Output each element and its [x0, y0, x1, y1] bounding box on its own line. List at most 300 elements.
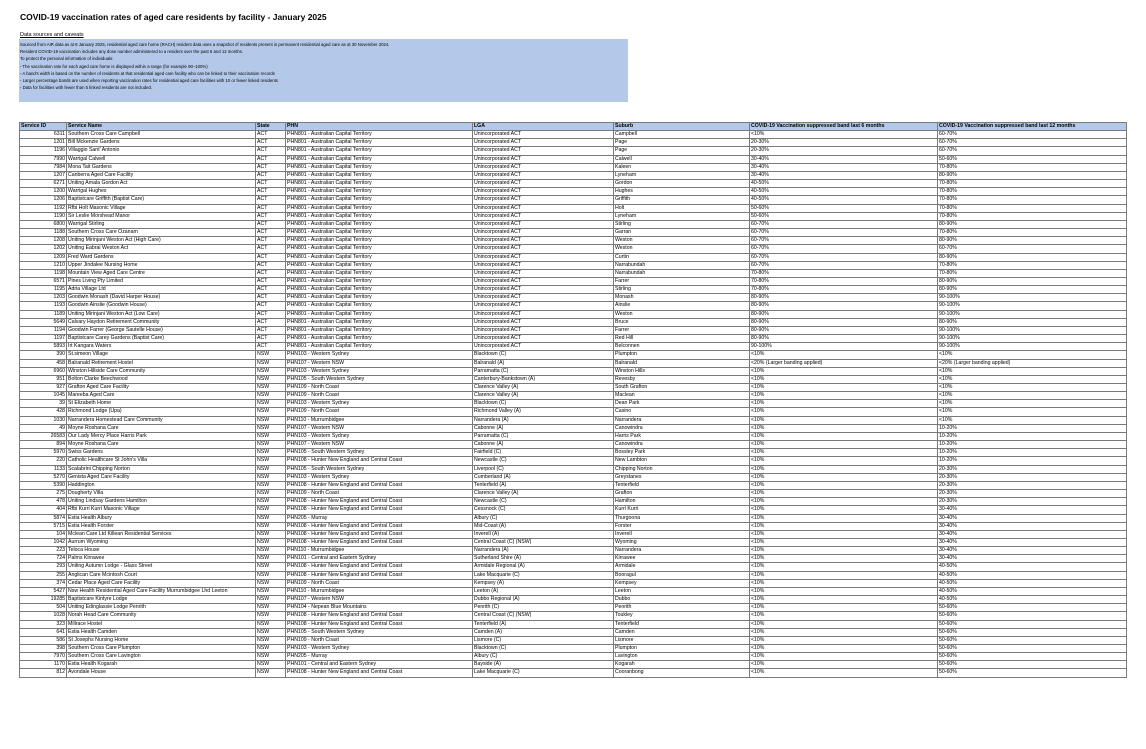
- cell-phn[interactable]: PHN801 - Australian Capital Territory: [286, 131, 473, 139]
- cell-service-name[interactable]: Mona Tait Gardens: [67, 163, 256, 171]
- cell-phn[interactable]: PHN801 - Australian Capital Territory: [286, 171, 473, 179]
- cell-phn[interactable]: PHN801 - Australian Capital Territory: [286, 147, 473, 155]
- cell-band-12-months[interactable]: 10-20%: [938, 441, 1127, 449]
- cell-band-12-months[interactable]: 70-80%: [938, 196, 1127, 204]
- cell-band-12-months[interactable]: 50-60%: [938, 661, 1127, 669]
- cell-service-name[interactable]: Scalabrini Chipping Norton: [67, 465, 256, 473]
- cell-suburb[interactable]: Tenterfield: [614, 481, 750, 489]
- cell-band-12-months[interactable]: 30-40%: [938, 530, 1127, 538]
- cell-lga[interactable]: Liverpool (C): [473, 465, 614, 473]
- cell-state[interactable]: ACT: [256, 277, 286, 285]
- cell-band-6-months[interactable]: <10%: [750, 579, 938, 587]
- cell-service-name[interactable]: Uniting Eabrai Weston Act: [67, 245, 256, 253]
- cell-service-id[interactable]: 5649: [20, 318, 67, 326]
- cell-band-12-months[interactable]: 30-40%: [938, 506, 1127, 514]
- cell-suburb[interactable]: Forster: [614, 522, 750, 530]
- cell-suburb[interactable]: New Lambton: [614, 457, 750, 465]
- cell-band-6-months[interactable]: <10%: [750, 375, 938, 383]
- cell-service-id[interactable]: 1189: [20, 310, 67, 318]
- cell-suburb[interactable]: Curtin: [614, 253, 750, 261]
- cell-state[interactable]: ACT: [256, 269, 286, 277]
- cell-lga[interactable]: Sutherland Shire (A): [473, 555, 614, 563]
- cell-lga[interactable]: Unincorporated ACT: [473, 131, 614, 139]
- cell-band-6-months[interactable]: 30-40%: [750, 155, 938, 163]
- cell-phn[interactable]: PHN103 - Western Sydney: [286, 432, 473, 440]
- cell-suburb[interactable]: Harris Park: [614, 432, 750, 440]
- cell-band-12-months[interactable]: <10%: [938, 400, 1127, 408]
- cell-service-id[interactable]: 5970: [20, 449, 67, 457]
- cell-service-name[interactable]: Aurrum Wyoming: [67, 538, 256, 546]
- cell-band-6-months[interactable]: <10%: [750, 563, 938, 571]
- cell-state[interactable]: NSW: [256, 620, 286, 628]
- cell-state[interactable]: NSW: [256, 506, 286, 514]
- cell-service-name[interactable]: Mountain View Aged Care Centre: [67, 269, 256, 277]
- cell-band-12-months[interactable]: 30-40%: [938, 514, 1127, 522]
- cell-state[interactable]: NSW: [256, 432, 286, 440]
- cell-state[interactable]: ACT: [256, 335, 286, 343]
- cell-phn[interactable]: PHN205 - Murray: [286, 514, 473, 522]
- cell-suburb[interactable]: Wyoming: [614, 538, 750, 546]
- cell-service-name[interactable]: Upper Jindalee Nursing Home: [67, 261, 256, 269]
- cell-service-name[interactable]: Narrandera Homestead Care Community: [67, 416, 256, 424]
- cell-state[interactable]: ACT: [256, 253, 286, 261]
- cell-state[interactable]: NSW: [256, 351, 286, 359]
- cell-lga[interactable]: Narrandera (A): [473, 416, 614, 424]
- cell-service-name[interactable]: Adria Village Ltd: [67, 286, 256, 294]
- cell-phn[interactable]: PHN105 - South Western Sydney: [286, 628, 473, 636]
- cell-state[interactable]: NSW: [256, 416, 286, 424]
- cell-phn[interactable]: PHN103 - Western Sydney: [286, 645, 473, 653]
- cell-service-id[interactable]: 104: [20, 530, 67, 538]
- cell-service-id[interactable]: 26583: [20, 432, 67, 440]
- cell-lga[interactable]: Canterbury-Bankstown (A): [473, 375, 614, 383]
- cell-band-6-months[interactable]: <10%: [750, 400, 938, 408]
- cell-service-id[interactable]: 19285: [20, 596, 67, 604]
- cell-phn[interactable]: PHN801 - Australian Capital Territory: [286, 335, 473, 343]
- cell-phn[interactable]: PHN108 - Hunter New England and Central Coast: [286, 563, 473, 571]
- cell-state[interactable]: NSW: [256, 555, 286, 563]
- cell-lga[interactable]: Clarence Valley (A): [473, 392, 614, 400]
- cell-service-id[interactable]: 1133: [20, 465, 67, 473]
- cell-band-12-months[interactable]: 30-40%: [938, 547, 1127, 555]
- cell-service-name[interactable]: Goodwin Monash (David Harper House): [67, 294, 256, 302]
- cell-band-6-months[interactable]: <10%: [750, 131, 938, 139]
- cell-state[interactable]: ACT: [256, 220, 286, 228]
- cell-suburb[interactable]: Weston: [614, 237, 750, 245]
- cell-lga[interactable]: Cumberland (A): [473, 473, 614, 481]
- cell-service-id[interactable]: 7970: [20, 653, 67, 661]
- cell-lga[interactable]: Albury (C): [473, 514, 614, 522]
- cell-suburb[interactable]: Page: [614, 147, 750, 155]
- cell-lga[interactable]: Unincorporated ACT: [473, 310, 614, 318]
- cell-band-6-months[interactable]: <10%: [750, 596, 938, 604]
- cell-service-id[interactable]: 1207: [20, 171, 67, 179]
- cell-band-6-months[interactable]: <10%: [750, 408, 938, 416]
- cell-service-id[interactable]: 927: [20, 384, 67, 392]
- cell-phn[interactable]: PHN105 - South Western Sydney: [286, 465, 473, 473]
- cell-service-id[interactable]: 275: [20, 490, 67, 498]
- cell-state[interactable]: NSW: [256, 375, 286, 383]
- cell-phn[interactable]: PHN108 - Hunter New England and Central Coast: [286, 620, 473, 628]
- cell-suburb[interactable]: Cooranbong: [614, 669, 750, 677]
- cell-phn[interactable]: PHN103 - Western Sydney: [286, 473, 473, 481]
- cell-service-name[interactable]: Richmond Lodge (Upa): [67, 408, 256, 416]
- cell-service-name[interactable]: Moyne Roshana Care: [67, 441, 256, 449]
- cell-band-12-months[interactable]: 60-70%: [938, 139, 1127, 147]
- cell-service-name[interactable]: Villaggio Sant' Antonio: [67, 147, 256, 155]
- cell-state[interactable]: NSW: [256, 392, 286, 400]
- cell-band-12-months[interactable]: 80-90%: [938, 318, 1127, 326]
- cell-suburb[interactable]: Stirling: [614, 286, 750, 294]
- cell-band-6-months[interactable]: 60-70%: [750, 229, 938, 237]
- cell-service-name[interactable]: Goodwin Ainslie (Goodwin House): [67, 302, 256, 310]
- cell-lga[interactable]: Unincorporated ACT: [473, 261, 614, 269]
- cell-suburb[interactable]: Lavington: [614, 653, 750, 661]
- cell-state[interactable]: NSW: [256, 457, 286, 465]
- cell-band-12-months[interactable]: 50-60%: [938, 669, 1127, 677]
- cell-service-name[interactable]: Estia Health Kogarah: [67, 661, 256, 669]
- cell-state[interactable]: ACT: [256, 310, 286, 318]
- cell-service-name[interactable]: Estia Health Forster: [67, 522, 256, 530]
- cell-suburb[interactable]: Leeton: [614, 587, 750, 595]
- cell-suburb[interactable]: Lyneham: [614, 171, 750, 179]
- cell-phn[interactable]: PHN108 - Hunter New England and Central Coast: [286, 522, 473, 530]
- cell-service-id[interactable]: 6571: [20, 277, 67, 285]
- cell-phn[interactable]: PHN101 - Central and Eastern Sydney: [286, 661, 473, 669]
- cell-suburb[interactable]: Lyneham: [614, 212, 750, 220]
- cell-band-6-months[interactable]: <10%: [750, 498, 938, 506]
- cell-service-name[interactable]: Dougherty Villa: [67, 490, 256, 498]
- cell-state[interactable]: ACT: [256, 188, 286, 196]
- cell-phn[interactable]: PHN801 - Australian Capital Territory: [286, 204, 473, 212]
- cell-suburb[interactable]: Grafton: [614, 490, 750, 498]
- cell-lga[interactable]: Unincorporated ACT: [473, 155, 614, 163]
- cell-suburb[interactable]: Red Hill: [614, 335, 750, 343]
- cell-lga[interactable]: Unincorporated ACT: [473, 212, 614, 220]
- cell-lga[interactable]: Unincorporated ACT: [473, 188, 614, 196]
- cell-lga[interactable]: Central Coast (C) (NSW): [473, 538, 614, 546]
- cell-suburb[interactable]: Griffith: [614, 196, 750, 204]
- cell-phn[interactable]: PHN107 - Western NSW: [286, 441, 473, 449]
- cell-phn[interactable]: PHN801 - Australian Capital Territory: [286, 229, 473, 237]
- cell-band-6-months[interactable]: <10%: [750, 555, 938, 563]
- cell-band-12-months[interactable]: 60-70%: [938, 131, 1127, 139]
- cell-lga[interactable]: Unincorporated ACT: [473, 277, 614, 285]
- cell-suburb[interactable]: Weston: [614, 245, 750, 253]
- cell-band-12-months[interactable]: 70-80%: [938, 269, 1127, 277]
- cell-service-id[interactable]: 220: [20, 457, 67, 465]
- cell-lga[interactable]: Unincorporated ACT: [473, 343, 614, 351]
- cell-state[interactable]: NSW: [256, 530, 286, 538]
- cell-service-id[interactable]: 1201: [20, 139, 67, 147]
- cell-service-id[interactable]: 1208: [20, 237, 67, 245]
- cell-phn[interactable]: PHN801 - Australian Capital Territory: [286, 163, 473, 171]
- cell-band-12-months[interactable]: 70-80%: [938, 180, 1127, 188]
- cell-service-name[interactable]: Fred Ward Gardens: [67, 253, 256, 261]
- cell-band-12-months[interactable]: <10%: [938, 384, 1127, 392]
- cell-phn[interactable]: PHN103 - Western Sydney: [286, 400, 473, 408]
- cell-lga[interactable]: Tenterfield (A): [473, 481, 614, 489]
- cell-band-6-months[interactable]: 80-90%: [750, 318, 938, 326]
- cell-suburb[interactable]: Kempsey: [614, 579, 750, 587]
- cell-lga[interactable]: Blacktown (C): [473, 351, 614, 359]
- cell-service-name[interactable]: Sir Leslie Morshead Manor: [67, 212, 256, 220]
- cell-band-12-months[interactable]: 70-80%: [938, 229, 1127, 237]
- cell-band-6-months[interactable]: 70-80%: [750, 269, 938, 277]
- cell-suburb[interactable]: Narrabundah: [614, 261, 750, 269]
- cell-band-6-months[interactable]: <10%: [750, 449, 938, 457]
- cell-state[interactable]: ACT: [256, 318, 286, 326]
- cell-state[interactable]: ACT: [256, 163, 286, 171]
- cell-band-6-months[interactable]: 80-90%: [750, 294, 938, 302]
- cell-state[interactable]: NSW: [256, 408, 286, 416]
- cell-band-6-months[interactable]: 40-50%: [750, 180, 938, 188]
- cell-lga[interactable]: Newcastle (C): [473, 457, 614, 465]
- cell-phn[interactable]: PHN801 - Australian Capital Territory: [286, 302, 473, 310]
- cell-service-name[interactable]: Uniting Autumn Lodge - Glass Street: [67, 563, 256, 571]
- cell-service-id[interactable]: 951: [20, 375, 67, 383]
- cell-suburb[interactable]: Garran: [614, 229, 750, 237]
- cell-band-12-months[interactable]: 50-60%: [938, 604, 1127, 612]
- cell-band-6-months[interactable]: <10%: [750, 416, 938, 424]
- cell-suburb[interactable]: Plumpton: [614, 645, 750, 653]
- cell-service-id[interactable]: 1200: [20, 188, 67, 196]
- cell-suburb[interactable]: Calwell: [614, 155, 750, 163]
- cell-phn[interactable]: PHN801 - Australian Capital Territory: [286, 261, 473, 269]
- cell-band-6-months[interactable]: 60-70%: [750, 220, 938, 228]
- cell-band-12-months[interactable]: 90-100%: [938, 294, 1127, 302]
- col-header-state[interactable]: State: [256, 123, 286, 131]
- cell-service-name[interactable]: Balranald Retirement Hostel: [67, 359, 256, 367]
- cell-phn[interactable]: PHN801 - Australian Capital Territory: [286, 253, 473, 261]
- cell-state[interactable]: NSW: [256, 424, 286, 432]
- cell-lga[interactable]: Mid-Coast (A): [473, 522, 614, 530]
- cell-band-12-months[interactable]: 90-100%: [938, 326, 1127, 334]
- cell-service-name[interactable]: Grafton Aged Care Facility: [67, 384, 256, 392]
- cell-service-name[interactable]: St Elizabeth Home: [67, 400, 256, 408]
- cell-band-6-months[interactable]: 90-100%: [750, 343, 938, 351]
- cell-state[interactable]: NSW: [256, 604, 286, 612]
- cell-band-6-months[interactable]: 60-70%: [750, 237, 938, 245]
- cell-phn[interactable]: PHN801 - Australian Capital Territory: [286, 286, 473, 294]
- cell-band-12-months[interactable]: 20-30%: [938, 481, 1127, 489]
- cell-service-name[interactable]: Uniting Edinglassie Lodge Penrith: [67, 604, 256, 612]
- cell-band-6-months[interactable]: <10%: [750, 645, 938, 653]
- cell-state[interactable]: ACT: [256, 139, 286, 147]
- cell-suburb[interactable]: Plumpton: [614, 351, 750, 359]
- cell-phn[interactable]: PHN801 - Australian Capital Territory: [286, 277, 473, 285]
- cell-band-6-months[interactable]: 80-90%: [750, 326, 938, 334]
- cell-phn[interactable]: PHN103 - Western Sydney: [286, 351, 473, 359]
- cell-phn[interactable]: PHN104 - Nepean Blue Mountains: [286, 604, 473, 612]
- cell-lga[interactable]: Unincorporated ACT: [473, 294, 614, 302]
- cell-service-name[interactable]: Our Lady Mercy Place Harris Park: [67, 432, 256, 440]
- cell-service-id[interactable]: 1210: [20, 261, 67, 269]
- cell-band-6-months[interactable]: 60-70%: [750, 253, 938, 261]
- cell-service-id[interactable]: 1192: [20, 204, 67, 212]
- cell-band-12-months[interactable]: 40-50%: [938, 563, 1127, 571]
- cell-service-id[interactable]: 390: [20, 351, 67, 359]
- cell-band-12-months[interactable]: 90-100%: [938, 335, 1127, 343]
- cell-band-6-months[interactable]: <10%: [750, 612, 938, 620]
- cell-lga[interactable]: Lake Macquarie (C): [473, 669, 614, 677]
- cell-state[interactable]: NSW: [256, 645, 286, 653]
- cell-state[interactable]: ACT: [256, 229, 286, 237]
- cell-state[interactable]: ACT: [256, 196, 286, 204]
- cell-phn[interactable]: PHN110 - Murrumbidgee: [286, 547, 473, 555]
- cell-lga[interactable]: Unincorporated ACT: [473, 318, 614, 326]
- cell-state[interactable]: ACT: [256, 212, 286, 220]
- cell-lga[interactable]: Lismore (C): [473, 636, 614, 644]
- cell-band-12-months[interactable]: 10-20%: [938, 424, 1127, 432]
- cell-phn[interactable]: PHN108 - Hunter New England and Central Coast: [286, 481, 473, 489]
- cell-suburb[interactable]: Dean Park: [614, 400, 750, 408]
- cell-service-name[interactable]: Southern Cross Care Campbell: [67, 131, 256, 139]
- cell-state[interactable]: NSW: [256, 498, 286, 506]
- cell-band-6-months[interactable]: <10%: [750, 669, 938, 677]
- cell-service-id[interactable]: 374: [20, 579, 67, 587]
- cell-suburb[interactable]: Hamilton: [614, 498, 750, 506]
- cell-phn[interactable]: PHN107 - Western NSW: [286, 424, 473, 432]
- cell-band-6-months[interactable]: <10%: [750, 473, 938, 481]
- cell-lga[interactable]: Unincorporated ACT: [473, 229, 614, 237]
- cell-phn[interactable]: PHN109 - North Coast: [286, 636, 473, 644]
- cell-service-name[interactable]: Mclean Care Ltd Killean Residential Services: [67, 530, 256, 538]
- cell-phn[interactable]: PHN801 - Australian Capital Territory: [286, 245, 473, 253]
- cell-phn[interactable]: PHN801 - Australian Capital Territory: [286, 188, 473, 196]
- cell-suburb[interactable]: Weston: [614, 310, 750, 318]
- cell-lga[interactable]: Parramatta (C): [473, 432, 614, 440]
- cell-band-6-months[interactable]: <10%: [750, 506, 938, 514]
- cell-lga[interactable]: Kempsey (A): [473, 579, 614, 587]
- cell-band-12-months[interactable]: 40-50%: [938, 579, 1127, 587]
- cell-band-6-months[interactable]: 70-80%: [750, 277, 938, 285]
- cell-service-id[interactable]: 1195: [20, 286, 67, 294]
- cell-lga[interactable]: Unincorporated ACT: [473, 180, 614, 188]
- cell-band-6-months[interactable]: <10%: [750, 490, 938, 498]
- cell-service-id[interactable]: 1194: [20, 326, 67, 334]
- cell-band-6-months[interactable]: 60-70%: [750, 245, 938, 253]
- cell-service-name[interactable]: Goodwin Farrer (George Sautelle House): [67, 326, 256, 334]
- cell-phn[interactable]: PHN108 - Hunter New England and Central Coast: [286, 571, 473, 579]
- cell-band-12-months[interactable]: 40-50%: [938, 596, 1127, 604]
- cell-band-12-months[interactable]: 30-40%: [938, 555, 1127, 563]
- cell-lga[interactable]: Penrith (C): [473, 604, 614, 612]
- cell-service-name[interactable]: Avondale House: [67, 669, 256, 677]
- cell-service-id[interactable]: 1030: [20, 416, 67, 424]
- cell-band-6-months[interactable]: 80-90%: [750, 310, 938, 318]
- cell-phn[interactable]: PHN801 - Australian Capital Territory: [286, 220, 473, 228]
- cell-phn[interactable]: PHN103 - Western Sydney: [286, 367, 473, 375]
- cell-service-id[interactable]: 1045: [20, 392, 67, 400]
- cell-phn[interactable]: PHN109 - North Coast: [286, 392, 473, 400]
- cell-service-name[interactable]: Teloca House: [67, 547, 256, 555]
- cell-band-6-months[interactable]: 30-40%: [750, 163, 938, 171]
- cell-lga[interactable]: Clarence Valley (A): [473, 384, 614, 392]
- cell-band-12-months[interactable]: 80-90%: [938, 171, 1127, 179]
- cell-state[interactable]: ACT: [256, 261, 286, 269]
- cell-band-12-months[interactable]: 70-80%: [938, 163, 1127, 171]
- cell-service-id[interactable]: 6311: [20, 131, 67, 139]
- cell-lga[interactable]: Unincorporated ACT: [473, 286, 614, 294]
- cell-service-id[interactable]: 1198: [20, 269, 67, 277]
- cell-service-id[interactable]: 1028: [20, 612, 67, 620]
- cell-band-12-months[interactable]: 50-60%: [938, 645, 1127, 653]
- cell-service-id[interactable]: 5874: [20, 514, 67, 522]
- cell-service-id[interactable]: 504: [20, 604, 67, 612]
- cell-band-6-months[interactable]: <10%: [750, 571, 938, 579]
- cell-service-name[interactable]: Calvary Haydon Retirement Community: [67, 318, 256, 326]
- cell-suburb[interactable]: Penrith: [614, 604, 750, 612]
- cell-suburb[interactable]: Belconnen: [614, 343, 750, 351]
- cell-band-12-months[interactable]: 80-90%: [938, 286, 1127, 294]
- cell-state[interactable]: NSW: [256, 587, 286, 595]
- cell-suburb[interactable]: Balranald: [614, 359, 750, 367]
- cell-phn[interactable]: PHN801 - Australian Capital Territory: [286, 139, 473, 147]
- cell-state[interactable]: ACT: [256, 343, 286, 351]
- cell-lga[interactable]: Fairfield (C): [473, 449, 614, 457]
- cell-phn[interactable]: PHN801 - Australian Capital Territory: [286, 343, 473, 351]
- cell-state[interactable]: NSW: [256, 473, 286, 481]
- cell-service-id[interactable]: 1190: [20, 212, 67, 220]
- cell-state[interactable]: NSW: [256, 522, 286, 530]
- cell-state[interactable]: ACT: [256, 237, 286, 245]
- cell-service-id[interactable]: 458: [20, 359, 67, 367]
- cell-phn[interactable]: PHN105 - South Western Sydney: [286, 375, 473, 383]
- cell-state[interactable]: NSW: [256, 563, 286, 571]
- cell-suburb[interactable]: Holt: [614, 204, 750, 212]
- cell-lga[interactable]: Narrandera (A): [473, 547, 614, 555]
- cell-lga[interactable]: Unincorporated ACT: [473, 269, 614, 277]
- cell-service-name[interactable]: Catholic Healthcare St John's Villa: [67, 457, 256, 465]
- cell-suburb[interactable]: Kirrawee: [614, 555, 750, 563]
- cell-band-6-months[interactable]: <10%: [750, 351, 938, 359]
- cell-service-id[interactable]: 1202: [20, 245, 67, 253]
- cell-state[interactable]: ACT: [256, 326, 286, 334]
- cell-service-name[interactable]: Haddington: [67, 481, 256, 489]
- cell-band-12-months[interactable]: 70-80%: [938, 261, 1127, 269]
- cell-band-6-months[interactable]: <20% (Larger banding applied): [750, 359, 938, 367]
- cell-band-12-months[interactable]: <10%: [938, 408, 1127, 416]
- cell-band-12-months[interactable]: 20-30%: [938, 490, 1127, 498]
- cell-suburb[interactable]: Page: [614, 139, 750, 147]
- cell-phn[interactable]: PHN109 - North Coast: [286, 490, 473, 498]
- cell-lga[interactable]: Unincorporated ACT: [473, 147, 614, 155]
- cell-band-12-months[interactable]: 70-80%: [938, 204, 1127, 212]
- cell-state[interactable]: NSW: [256, 628, 286, 636]
- cell-state[interactable]: NSW: [256, 490, 286, 498]
- cell-band-6-months[interactable]: <10%: [750, 392, 938, 400]
- cell-service-id[interactable]: 49: [20, 424, 67, 432]
- cell-band-12-months[interactable]: 20-30%: [938, 473, 1127, 481]
- cell-suburb[interactable]: Thurgoona: [614, 514, 750, 522]
- col-header-band-6-months[interactable]: COVID-19 Vaccination suppressed band last 6 months: [750, 123, 938, 131]
- cell-service-id[interactable]: 1206: [20, 196, 67, 204]
- cell-service-name[interactable]: Nsw Health Residential Aged Care Facility Murrumbidgee Lhd Leeton: [67, 587, 256, 595]
- cell-lga[interactable]: Clarence Valley (A): [473, 490, 614, 498]
- cell-band-12-months[interactable]: <10%: [938, 375, 1127, 383]
- cell-band-12-months[interactable]: 50-60%: [938, 636, 1127, 644]
- cell-band-6-months[interactable]: 60-70%: [750, 261, 938, 269]
- cell-service-name[interactable]: Canberra Aged Care Facility: [67, 171, 256, 179]
- cell-lga[interactable]: Unincorporated ACT: [473, 204, 614, 212]
- cell-lga[interactable]: Unincorporated ACT: [473, 139, 614, 147]
- cell-service-id[interactable]: 293: [20, 563, 67, 571]
- cell-lga[interactable]: Central Coast (C) (NSW): [473, 612, 614, 620]
- cell-band-6-months[interactable]: <10%: [750, 547, 938, 555]
- cell-state[interactable]: NSW: [256, 481, 286, 489]
- cell-service-name[interactable]: Warrigal Calwell: [67, 155, 256, 163]
